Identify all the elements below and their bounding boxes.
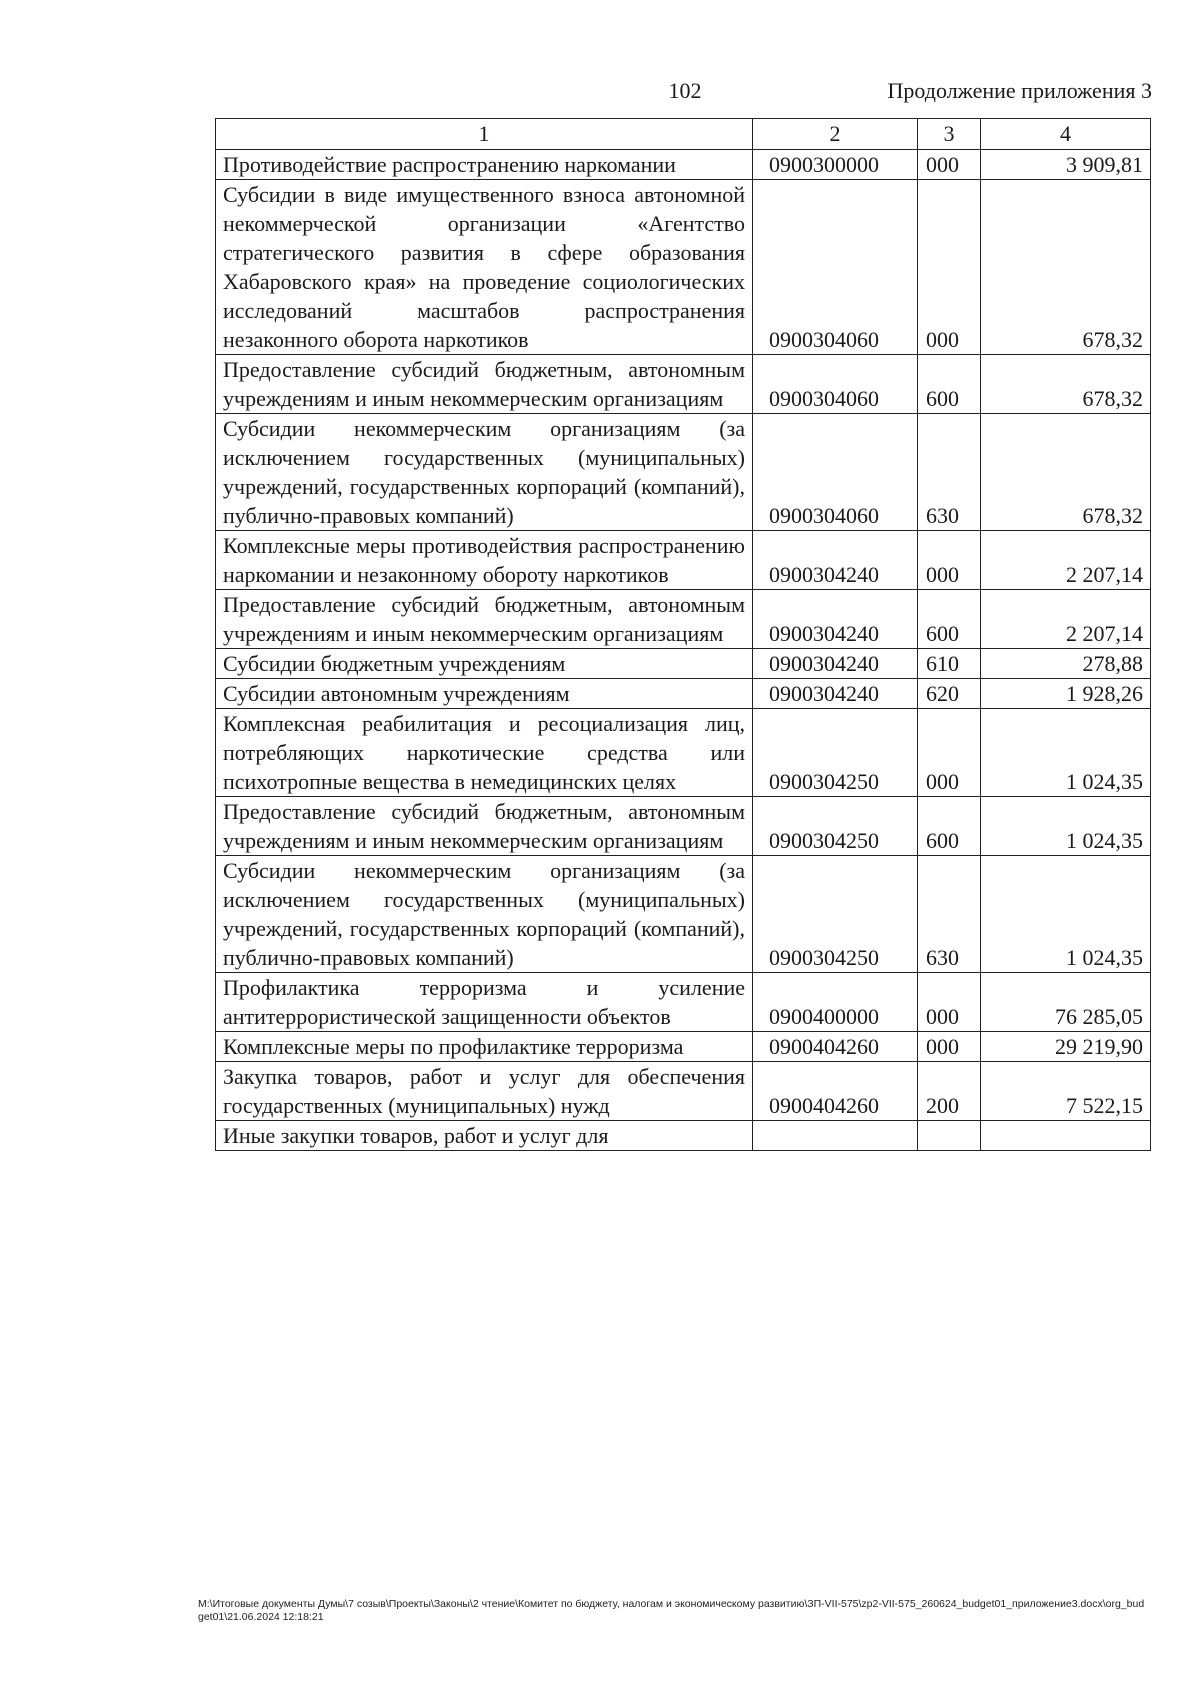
row-code-cell: 0900304240 [753, 679, 918, 709]
table-row [216, 355, 1151, 414]
row-name-cell: Субсидии некоммерческим организациям (за исключением государственных (муниципальных) учреждений, государственных корпораций (компаний), публично-правовых компаний) [216, 414, 753, 531]
row-amount-cell: 1 024,35 [981, 709, 1151, 797]
table-row [216, 414, 1151, 531]
row-type-cell: 620 [918, 679, 981, 709]
table-row [216, 797, 1151, 856]
row-amount-cell: 2 207,14 [981, 590, 1151, 649]
row-name-cell: Комплексные меры по профилактике терроризма [216, 1032, 753, 1062]
row-type-cell [918, 1121, 981, 1151]
row-type-cell: 600 [918, 797, 981, 856]
table-row [216, 531, 1151, 590]
row-code-cell: 0900404260 [753, 1032, 918, 1062]
row-name-cell: Субсидии автономным учреждениям [216, 679, 753, 709]
table-row [216, 709, 1151, 797]
row-name-cell: Субсидии некоммерческим организациям (за исключением государственных (муниципальных) учреждений, государственных корпораций (компаний), публично-правовых компаний) [216, 856, 753, 973]
row-code-cell: 0900304240 [753, 649, 918, 679]
row-code-cell: 0900304250 [753, 797, 918, 856]
table-row [216, 973, 1151, 1032]
row-name-cell: Комплексные меры противодействия распространению наркомании и незаконному обороту наркотиков [216, 531, 753, 590]
row-name-cell: Комплексная реабилитация и ресоциализация лиц, потребляющих наркотические средства или психотропные вещества в немедицинских целях [216, 709, 753, 797]
row-name-cell: Субсидии бюджетным учреждениям [216, 649, 753, 679]
row-code-cell: 0900304240 [753, 531, 918, 590]
row-amount-cell: 2 207,14 [981, 531, 1151, 590]
row-amount-cell: 3 909,81 [981, 150, 1151, 180]
row-amount-cell: 29 219,90 [981, 1032, 1151, 1062]
table-row [216, 150, 1151, 180]
row-type-cell: 000 [918, 180, 981, 355]
table-row [216, 180, 1151, 355]
row-code-cell [753, 1121, 918, 1151]
appendix-continuation-label: Продолжение приложения 3 [887, 78, 1152, 103]
row-name-cell: Предоставление субсидий бюджетным, автономным учреждениям и иным некоммерческим организациям [216, 797, 753, 856]
table-row [216, 649, 1151, 679]
row-type-cell: 000 [918, 150, 981, 180]
column-header-4: 4 [981, 119, 1151, 150]
row-type-cell: 630 [918, 856, 981, 973]
row-type-cell: 000 [918, 973, 981, 1032]
row-name-cell: Иные закупки товаров, работ и услуг для [216, 1121, 753, 1151]
row-code-cell: 0900304060 [753, 180, 918, 355]
row-code-cell: 0900304060 [753, 355, 918, 414]
row-name-cell: Закупка товаров, работ и услуг для обеспечения государственных (муниципальных) нужд [216, 1062, 753, 1121]
row-code-cell: 0900304250 [753, 856, 918, 973]
row-code-cell: 0900304240 [753, 590, 918, 649]
row-amount-cell: 76 285,05 [981, 973, 1151, 1032]
row-amount-cell [981, 1121, 1151, 1151]
row-amount-cell: 7 522,15 [981, 1062, 1151, 1121]
table-row [216, 590, 1151, 649]
row-type-cell: 630 [918, 414, 981, 531]
table-row [216, 1032, 1151, 1062]
row-type-cell: 600 [918, 355, 981, 414]
table-row [216, 1121, 1151, 1151]
row-type-cell: 200 [918, 1062, 981, 1121]
row-code-cell: 0900304250 [753, 709, 918, 797]
column-header-3: 3 [918, 119, 981, 150]
row-code-cell: 0900400000 [753, 973, 918, 1032]
row-name-cell: Противодействие распространению наркомании [216, 150, 753, 180]
row-amount-cell: 278,88 [981, 649, 1151, 679]
row-type-cell: 610 [918, 649, 981, 679]
row-amount-cell: 678,32 [981, 414, 1151, 531]
table-row [216, 679, 1151, 709]
row-amount-cell: 1 928,26 [981, 679, 1151, 709]
row-code-cell: 0900300000 [753, 150, 918, 180]
row-name-cell: Предоставление субсидий бюджетным, автономным учреждениям и иным некоммерческим организациям [216, 590, 753, 649]
row-type-cell: 000 [918, 1032, 981, 1062]
row-name-cell: Субсидии в виде имущественного взноса автономной некоммерческой организации «Агентство стратегического развития в сфере образования Хабаровского края» на проведение социологических исследований масштабов распространения незаконного оборота наркотиков [216, 180, 753, 355]
table-row [216, 856, 1151, 973]
row-type-cell: 600 [918, 590, 981, 649]
column-header-row [216, 119, 1151, 150]
row-name-cell: Предоставление субсидий бюджетным, автономным учреждениям и иным некоммерческим организациям [216, 355, 753, 414]
column-header-1: 1 [216, 119, 753, 150]
column-header-2: 2 [753, 119, 918, 150]
budget-table [215, 118, 1151, 1151]
row-amount-cell: 678,32 [981, 355, 1151, 414]
row-amount-cell: 678,32 [981, 180, 1151, 355]
row-amount-cell: 1 024,35 [981, 797, 1151, 856]
table-row [216, 1062, 1151, 1121]
page-number: 102 [668, 78, 702, 103]
row-type-cell: 000 [918, 531, 981, 590]
row-code-cell: 0900404260 [753, 1062, 918, 1121]
row-code-cell: 0900304060 [753, 414, 918, 531]
row-type-cell: 000 [918, 709, 981, 797]
row-name-cell: Профилактика терроризма и усиление антитеррористической защищенности объектов [216, 973, 753, 1032]
document-file-path: M:\Итоговые документы Думы\7 созыв\Проекты\Законы\2 чтение\Комитет по бюджету, налогам и экономическому развитию\ЗП-VII-575\zp2-VII-575_260624_budget01_приложение3.docx\org_budget01\21.06.2024 12:18:21 [198, 1598, 1145, 1623]
row-amount-cell: 1 024,35 [981, 856, 1151, 973]
